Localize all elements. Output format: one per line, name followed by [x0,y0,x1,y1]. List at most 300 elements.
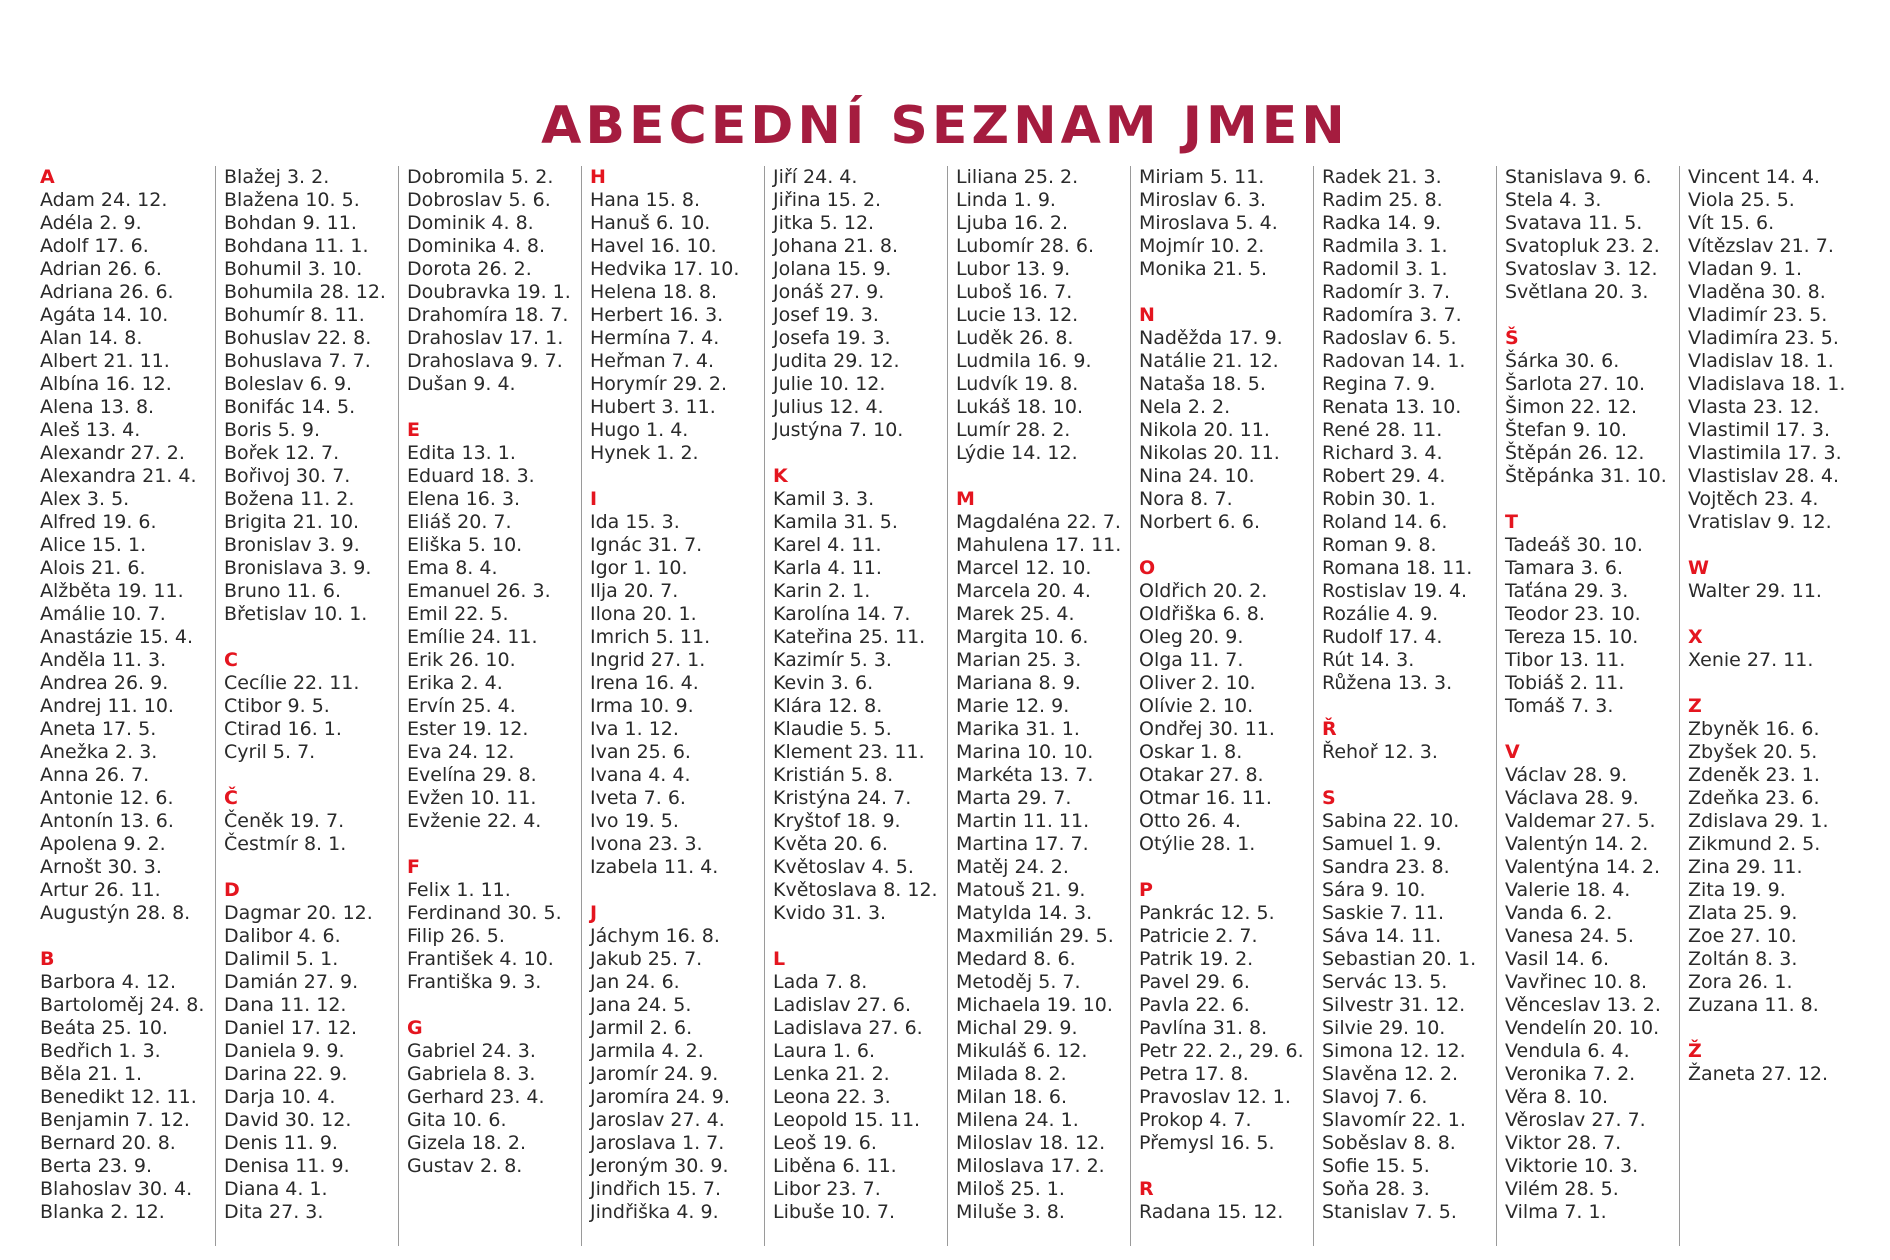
name-entry: Zbyněk 16. 6. [1688,718,1820,740]
name-entry: Bernard 20. 8. [40,1132,176,1154]
name-entry: Irma 10. 9. [590,695,694,717]
name-entry: Kamil 3. 3. [773,488,875,510]
name-entry: Barbora 4. 12. [40,971,177,993]
name-entry: Alois 21. 6. [40,557,146,579]
name-entry: Emanuel 26. 3. [407,580,551,602]
name-entry: Evžen 10. 11. [407,787,537,809]
name-entry: Olívie 2. 10. [1139,695,1254,717]
name-entry: Jakub 25. 7. [590,948,703,970]
name-entry: Jaroslava 1. 7. [590,1132,725,1154]
name-entry: Tereza 15. 10. [1505,626,1639,648]
name-entry: Jiřina 15. 2. [773,189,882,211]
name-entry: Heřman 7. 4. [590,350,714,372]
name-entry: Bronislav 3. 9. [224,534,360,556]
name-entry: Iva 1. 12. [590,718,679,740]
section-letter: N [1139,304,1155,326]
name-entry: Věnceslav 13. 2. [1505,994,1661,1016]
name-entry: Gabriel 24. 3. [407,1040,536,1062]
name-entry: Julie 10. 12. [773,373,886,395]
name-entry: Pankrác 12. 5. [1139,902,1275,924]
name-entry: Zdislava 29. 1. [1688,810,1829,832]
name-entry: Brigita 21. 10. [224,511,360,533]
name-entry: Adrian 26. 6. [40,258,162,280]
section-gap [224,626,398,649]
name-entry: Anděla 11. 3. [40,649,167,671]
name-entry: Justýna 7. 10. [773,419,904,441]
name-entry: Radana 15. 12. [1139,1201,1284,1223]
name-entry: Jeroným 30. 9. [590,1155,729,1177]
name-entry: Lubor 13. 9. [956,258,1071,280]
name-entry: Michaela 19. 10. [956,994,1113,1016]
name-entry: Anna 26. 7. [40,764,150,786]
name-entry: Mahulena 17. 11. [956,534,1122,556]
name-entry: Zdeněk 23. 1. [1688,764,1820,786]
name-entry: Kazimír 5. 3. [773,649,892,671]
name-entry: Doubravka 19. 1. [407,281,571,303]
name-entry: Josef 19. 3. [773,304,879,326]
name-entry: Dana 11. 12. [224,994,347,1016]
name-entry: Jolana 15. 9. [773,258,892,280]
name-entry: Martina 17. 7. [956,833,1089,855]
name-entry: Radovan 14. 1. [1322,350,1466,372]
name-entry: Stela 4. 3. [1505,189,1602,211]
name-entry: Veronika 7. 2. [1505,1063,1636,1085]
name-entry: Ivo 19. 5. [590,810,679,832]
name-entry: Řehoř 12. 3. [1322,741,1438,763]
section-letter: D [224,879,240,901]
name-entry: Marta 29. 7. [956,787,1072,809]
name-entry: Darina 22. 9. [224,1063,348,1085]
name-entry: Mojmír 10. 2. [1139,235,1265,257]
name-entry: Adéla 2. 9. [40,212,142,234]
name-entry: Běla 21. 1. [40,1063,143,1085]
name-entry: Slavěna 12. 2. [1322,1063,1459,1085]
name-entry: Jindřiška 4. 9. [590,1201,719,1223]
name-entry: Rút 14. 3. [1322,649,1415,671]
name-entry: Nataša 18. 5. [1139,373,1266,395]
name-entry: Adriana 26. 6. [40,281,174,303]
name-entry: Lubomír 28. 6. [956,235,1095,257]
name-entry: Miriam 5. 11. [1139,166,1265,188]
name-entry: Vladěna 30. 8. [1688,281,1826,303]
name-entry: Rostislav 19. 4. [1322,580,1468,602]
name-entry: Ivona 23. 3. [590,833,703,855]
name-entry: Blažena 10. 5. [224,189,360,211]
name-entry: Pavla 22. 6. [1139,994,1250,1016]
name-entry: Bořivoj 30. 7. [224,465,351,487]
name-entry: Valentýn 14. 2. [1505,833,1649,855]
section-gap [773,925,947,948]
name-entry: Felix 1. 11. [407,879,511,901]
name-entry: Jarmil 2. 6. [590,1017,693,1039]
name-entry: Slavomír 22. 1. [1322,1109,1466,1131]
name-entry: Alžběta 19. 11. [40,580,184,602]
name-column [764,166,947,1246]
name-entry: Maxmilián 29. 5. [956,925,1114,947]
name-column [1679,166,1862,1246]
name-entry: Vítězslav 21. 7. [1688,235,1834,257]
name-entry: Adam 24. 12. [40,189,168,211]
name-entry: Linda 1. 9. [956,189,1056,211]
name-entry: Silvestr 31. 12. [1322,994,1466,1016]
name-entry: Miluše 3. 8. [956,1201,1065,1223]
name-entry: Miroslav 6. 3. [1139,189,1267,211]
name-entry: Iveta 7. 6. [590,787,686,809]
name-entry: Filip 26. 5. [407,925,505,947]
name-entry: Ivana 4. 4. [590,764,691,786]
name-entry: Jana 24. 5. [590,994,692,1016]
name-entry: Štěpán 26. 12. [1505,442,1645,464]
section-letter: C [224,649,238,671]
section-letter: P [1139,879,1153,901]
name-entry: Karel 4. 11. [773,534,882,556]
name-entry: Vlastislav 28. 4. [1688,465,1840,487]
name-entry: Jiří 24. 4. [773,166,858,188]
name-entry: Růžena 13. 3. [1322,672,1453,694]
name-entry: Viktorie 10. 3. [1505,1155,1639,1177]
name-entry: Julius 12. 4. [773,396,884,418]
name-entry: Karin 2. 1. [773,580,871,602]
name-entry: Blanka 2. 12. [40,1201,165,1223]
name-entry: Darja 10. 4. [224,1086,336,1108]
name-entry: Pavel 29. 6. [1139,971,1250,993]
name-entry: Richard 3. 4. [1322,442,1443,464]
name-entry: Marcela 20. 4. [956,580,1091,602]
name-entry: Mikuláš 6. 12. [956,1040,1088,1062]
name-entry: Vlastimila 17. 3. [1688,442,1842,464]
name-entry: Otýlie 28. 1. [1139,833,1256,855]
name-entry: Oldřich 20. 2. [1139,580,1268,602]
name-entry: Hana 15. 8. [590,189,701,211]
name-entry: Věroslav 27. 7. [1505,1109,1646,1131]
name-entry: Boris 5. 9. [224,419,320,441]
name-entry: Nikola 20. 11. [1139,419,1270,441]
name-entry: Norbert 6. 6. [1139,511,1260,533]
name-entry: Oleg 20. 9. [1139,626,1244,648]
name-entry: Zuzana 11. 8. [1688,994,1819,1016]
section-letter: Ž [1688,1040,1702,1062]
name-entry: Zdeňka 23. 6. [1688,787,1820,809]
name-entry: Bohumil 3. 10. [224,258,363,280]
name-entry: Irena 16. 4. [590,672,699,694]
name-entry: Matěj 24. 2. [956,856,1069,878]
section-letter: O [1139,557,1156,579]
name-entry: Jaromíra 24. 9. [590,1086,730,1108]
name-entry: Vladan 9. 1. [1688,258,1802,280]
section-letter: F [407,856,420,878]
name-entry: Leopold 15. 11. [773,1109,921,1131]
name-entry: Ema 8. 4. [407,557,498,579]
name-entry: Vanesa 24. 5. [1505,925,1634,947]
name-entry: Ignác 31. 7. [590,534,703,556]
name-entry: Vlasta 23. 12. [1688,396,1820,418]
name-entry: Miloš 25. 1. [956,1178,1065,1200]
name-entry: Štěpánka 31. 10. [1505,465,1667,487]
name-entry: Nela 2. 2. [1139,396,1231,418]
name-entry: Rozálie 4. 9. [1322,603,1439,625]
name-entry: Anežka 2. 3. [40,741,158,763]
section-gap [40,925,215,948]
name-entry: Vilém 28. 5. [1505,1178,1619,1200]
name-entry: Gita 10. 6. [407,1109,507,1131]
name-entry: Bruno 11. 6. [224,580,341,602]
name-entry: Edita 13. 1. [407,442,516,464]
name-entry: Emílie 24. 11. [407,626,538,648]
section-letter: L [773,948,786,970]
section-letter: K [773,465,788,487]
name-entry: Marina 10. 10. [956,741,1094,763]
name-entry: Klára 12. 8. [773,695,883,717]
name-entry: Valerie 18. 4. [1505,879,1631,901]
name-entry: Kamila 31. 5. [773,511,898,533]
section-gap [224,856,398,879]
section-letter: W [1688,557,1709,579]
name-entry: Laura 1. 6. [773,1040,876,1062]
name-entry: Beáta 25. 10. [40,1017,168,1039]
name-entry: Bohumír 8. 11. [224,304,365,326]
name-entry: Vavřinec 10. 8. [1505,971,1648,993]
name-entry: Robert 29. 4. [1322,465,1446,487]
name-entry: Simona 12. 12. [1322,1040,1466,1062]
name-entry: Květoslava 8. 12. [773,879,938,901]
name-entry: Zita 19. 9. [1688,879,1786,901]
name-entry: Radomil 3. 1. [1322,258,1448,280]
name-entry: Soňa 28. 3. [1322,1178,1430,1200]
name-entry: Jitka 5. 12. [773,212,875,234]
name-entry: Romana 18. 11. [1322,557,1473,579]
name-entry: Květa 20. 6. [773,833,888,855]
name-entry: Vladislav 18. 1. [1688,350,1834,372]
name-entry: Oldřiška 6. 8. [1139,603,1265,625]
name-entry: Alena 13. 8. [40,396,155,418]
name-entry: Šarlota 27. 10. [1505,373,1646,395]
name-entry: Ladislav 27. 6. [773,994,912,1016]
name-entry: Pravoslav 12. 1. [1139,1086,1291,1108]
name-entry: Oliver 2. 10. [1139,672,1256,694]
name-entry: Josefa 19. 3. [773,327,891,349]
name-entry: Kryštof 18. 9. [773,810,901,832]
name-entry: Lada 7. 8. [773,971,868,993]
name-column [215,166,398,1246]
name-entry: Ervín 25. 4. [407,695,516,717]
name-column [1130,166,1313,1246]
name-entry: Ladislava 27. 6. [773,1017,923,1039]
name-entry: Dalibor 4. 6. [224,925,341,947]
name-column [1496,166,1679,1246]
name-entry: Dobromila 5. 2. [407,166,554,188]
name-entry: Apolena 9. 2. [40,833,166,855]
name-entry: Nora 8. 7. [1139,488,1233,510]
name-entry: Elena 16. 3. [407,488,521,510]
name-entry: Roman 9. 8. [1322,534,1437,556]
name-entry: David 30. 12. [224,1109,352,1131]
name-entry: Monika 21. 5. [1139,258,1268,280]
section-letter: M [956,488,975,510]
name-entry: Valdemar 27. 5. [1505,810,1656,832]
name-entry: Teodor 23. 10. [1505,603,1641,625]
name-entry: Kvido 31. 3. [773,902,887,924]
name-entry: Albína 16. 12. [40,373,172,395]
name-entry: Naděžda 17. 9. [1139,327,1283,349]
name-column [32,166,215,1246]
name-entry: Artur 26. 11. [40,879,161,901]
name-entry: Šárka 30. 6. [1505,350,1620,372]
name-entry: Eliška 5. 10. [407,534,523,556]
name-entry: Blahoslav 30. 4. [40,1178,193,1200]
name-entry: Klement 23. 11. [773,741,925,763]
name-entry: Marian 25. 3. [956,649,1082,671]
name-entry: Sabina 22. 10. [1322,810,1460,832]
name-entry: Horymír 29. 2. [590,373,727,395]
section-letter: X [1688,626,1703,648]
name-entry: Karolína 14. 7. [773,603,911,625]
name-entry: Evelína 29. 8. [407,764,537,786]
name-entry: Eliáš 20. 7. [407,511,512,533]
name-entry: Tibor 13. 11. [1505,649,1626,671]
name-entry: Ida 15. 3. [590,511,680,533]
name-entry: Leona 22. 3. [773,1086,891,1108]
name-entry: Gizela 18. 2. [407,1132,527,1154]
name-entry: Miloslav 18. 12. [956,1132,1106,1154]
name-entry: Stanislav 7. 5. [1322,1201,1457,1223]
name-entry: Nikolas 20. 11. [1139,442,1280,464]
name-column [1313,166,1496,1246]
name-entry: Vilma 7. 1. [1505,1201,1607,1223]
name-entry: Natálie 21. 12. [1139,350,1279,372]
section-letter: Č [224,787,238,809]
name-entry: Agáta 14. 10. [40,304,169,326]
name-entry: Ctirad 16. 1. [224,718,342,740]
name-entry: Servác 13. 5. [1322,971,1448,993]
name-entry: Andrea 26. 9. [40,672,169,694]
name-entry: Radim 25. 8. [1322,189,1443,211]
name-entry: Gabriela 8. 3. [407,1063,536,1085]
name-entry: Jindřich 15. 7. [590,1178,721,1200]
name-entry: Benjamin 7. 12. [40,1109,190,1131]
name-entry: Renata 13. 10. [1322,396,1462,418]
name-entry: Valentýna 14. 2. [1505,856,1660,878]
name-entry: Patrik 19. 2. [1139,948,1254,970]
section-gap [1139,856,1313,879]
name-entry: Markéta 13. 7. [956,764,1094,786]
name-entry: Slavoj 7. 6. [1322,1086,1428,1108]
name-entry: Zlata 25. 9. [1688,902,1798,924]
name-entry: Magdaléna 22. 7. [956,511,1121,533]
name-entry: Radomír 3. 7. [1322,281,1451,303]
name-entry: Drahoslav 17. 1. [407,327,564,349]
name-entry: Lenka 21. 2. [773,1063,890,1085]
name-entry: Radoslav 6. 5. [1322,327,1457,349]
name-entry: Svatava 11. 5. [1505,212,1643,234]
name-entry: Hubert 3. 11. [590,396,716,418]
name-column [398,166,581,1246]
name-entry: Aneta 17. 5. [40,718,157,740]
name-entry: Drahomíra 18. 7. [407,304,569,326]
name-entry: Bohdana 11. 1. [224,235,369,257]
name-entry: Boleslav 6. 9. [224,373,353,395]
name-entry: Denisa 11. 9. [224,1155,350,1177]
name-entry: Františka 9. 3. [407,971,542,993]
name-entry: Luboš 16. 7. [956,281,1073,303]
section-gap [1505,304,1679,327]
name-entry: Vanda 6. 2. [1505,902,1613,924]
name-entry: Damián 27. 9. [224,971,359,993]
name-entry: Aleš 13. 4. [40,419,141,441]
name-entry: Zikmund 2. 5. [1688,833,1821,855]
name-entry: Dobroslav 5. 6. [407,189,551,211]
name-entry: Marcel 12. 10. [956,557,1092,579]
section-gap [1505,488,1679,511]
name-entry: Antonie 12. 6. [40,787,174,809]
name-entry: Petr 22. 2., 29. 6. [1139,1040,1304,1062]
name-entry: Ilja 20. 7. [590,580,679,602]
name-entry: Evženie 22. 4. [407,810,542,832]
name-entry: Gustav 2. 8. [407,1155,523,1177]
section-letter: I [590,488,598,510]
name-column [581,166,764,1246]
name-entry: Emil 22. 5. [407,603,509,625]
name-entry: Erika 2. 4. [407,672,503,694]
name-entry: Judita 29. 12. [773,350,900,372]
name-entry: Zoltán 8. 3. [1688,948,1798,970]
name-entry: Květoslav 4. 5. [773,856,914,878]
name-entry: Sebastian 20. 1. [1322,948,1477,970]
name-entry: Albert 21. 11. [40,350,170,372]
name-entry: Tobiáš 2. 11. [1505,672,1625,694]
name-entry: Oskar 1. 8. [1139,741,1243,763]
section-gap [590,879,764,902]
name-entry: Ester 19. 12. [407,718,529,740]
section-letter: T [1505,511,1518,533]
section-letter: S [1322,787,1336,809]
name-entry: Luděk 26. 8. [956,327,1074,349]
name-entry: Hynek 1. 2. [590,442,699,464]
name-entry: Alan 14. 8. [40,327,143,349]
name-entry: Božena 11. 2. [224,488,355,510]
name-entry: Tomáš 7. 3. [1505,695,1614,717]
section-letter: B [40,948,55,970]
name-entry: Dita 27. 3. [224,1201,324,1223]
name-entry: Alice 15. 1. [40,534,147,556]
name-entry: Vladislava 18. 1. [1688,373,1846,395]
name-entry: Vít 15. 6. [1688,212,1775,234]
name-entry: Bohuslava 7. 7. [224,350,371,372]
name-entry: Kristián 5. 8. [773,764,894,786]
name-entry: Vendelín 20. 10. [1505,1017,1660,1039]
section-gap [1688,603,1862,626]
name-entry: Kateřina 25. 11. [773,626,926,648]
name-entry: Jaroslav 27. 4. [590,1109,725,1131]
name-entry: Alexandra 21. 4. [40,465,197,487]
name-entry: Cecílie 22. 11. [224,672,360,694]
section-letter: Š [1505,327,1519,349]
section-letter: Z [1688,695,1702,717]
name-entry: Tamara 3. 6. [1505,557,1624,579]
name-entry: Lýdie 14. 12. [956,442,1078,464]
name-entry: Daniel 17. 12. [224,1017,358,1039]
section-gap [1139,1155,1313,1178]
name-entry: Milada 8. 2. [956,1063,1067,1085]
name-entry: Vlastimil 17. 3. [1688,419,1831,441]
section-gap [407,396,581,419]
name-entry: Antonín 13. 6. [40,810,174,832]
name-entry: Walter 29. 11. [1688,580,1822,602]
section-gap [956,465,1130,488]
name-entry: Rudolf 17. 4. [1322,626,1443,648]
name-entry: Žaneta 27. 12. [1688,1063,1828,1085]
section-gap [224,764,398,787]
name-entry: Libor 23. 7. [773,1178,881,1200]
